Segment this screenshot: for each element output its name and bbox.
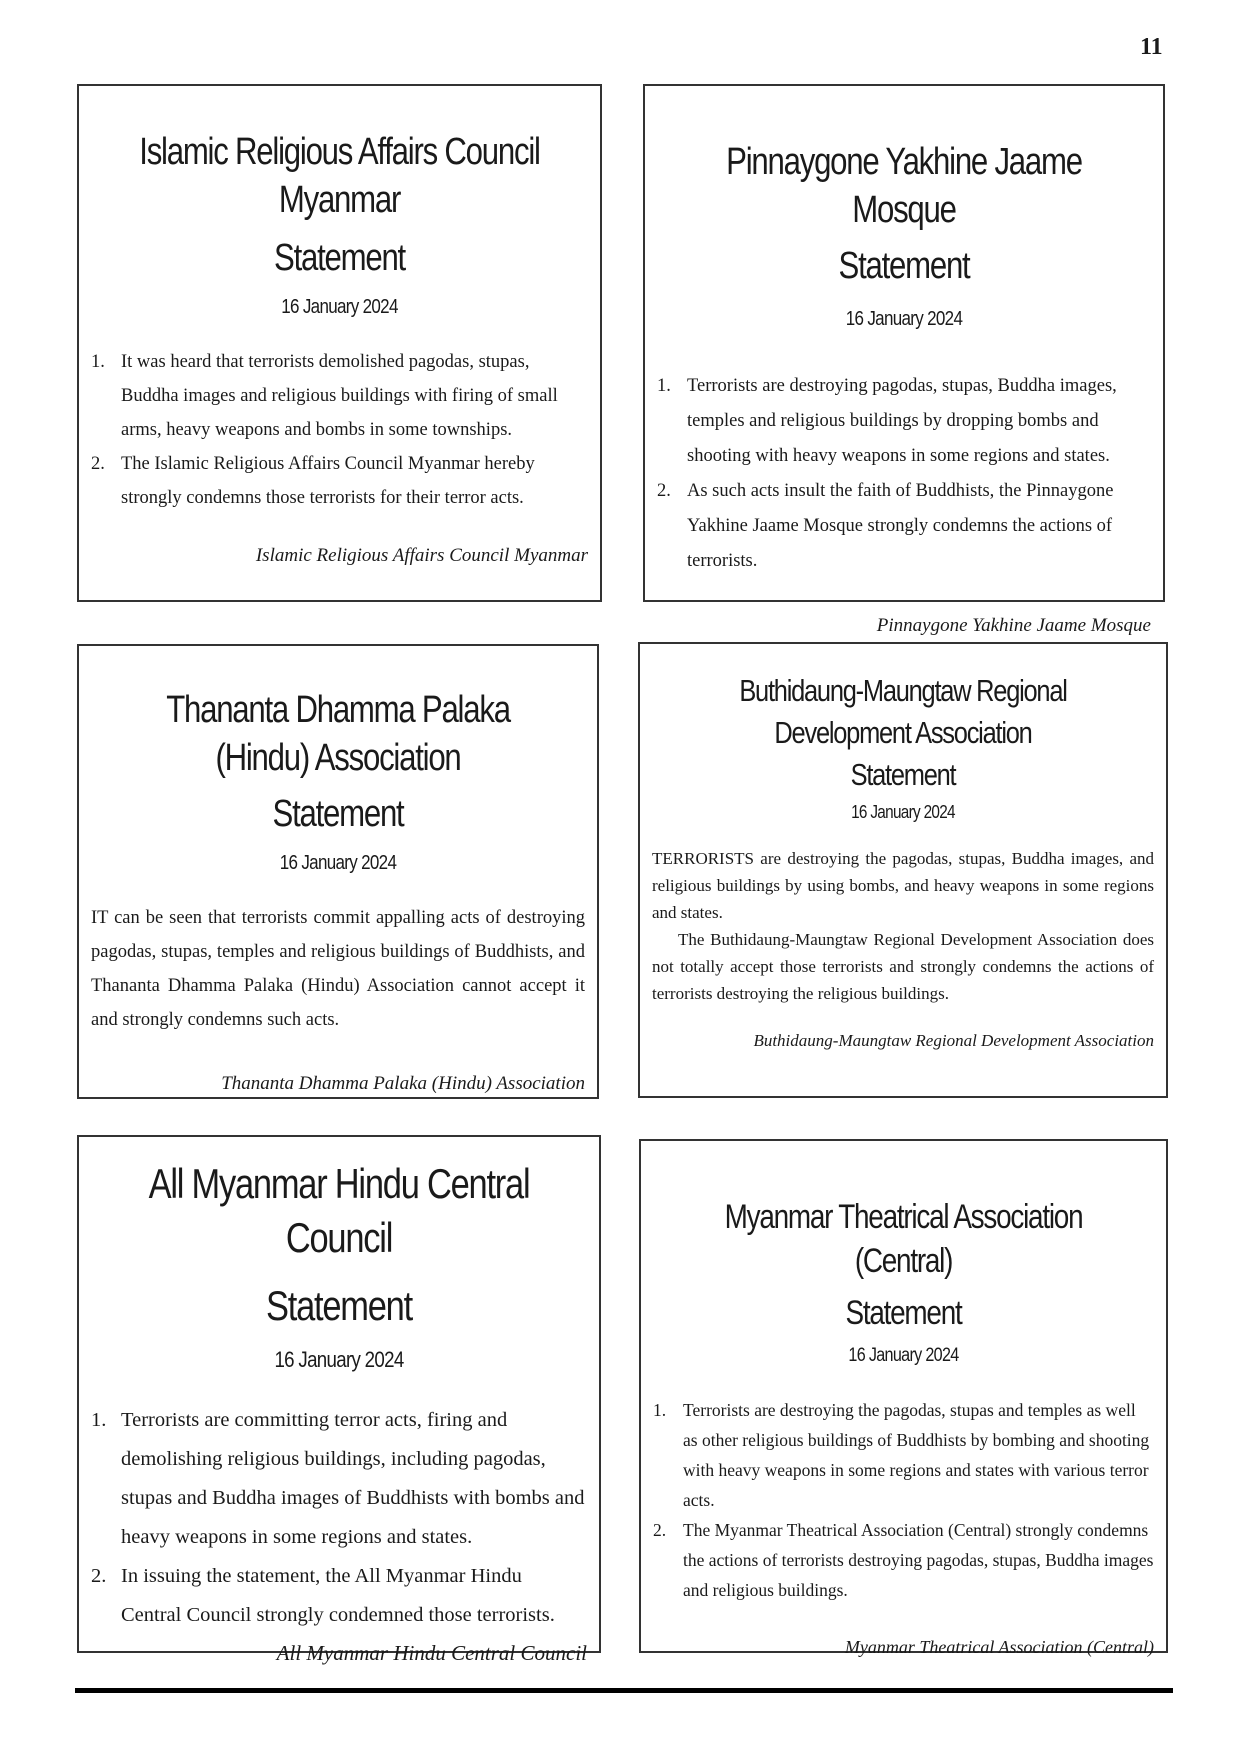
org-title: Myanmar Theatrical Association (Central) bbox=[724, 1198, 1083, 1280]
page-number: 11 bbox=[1140, 34, 1163, 60]
statement-list bbox=[91, 1401, 587, 1635]
signature: Pinnaygone Yakhine Jaame Mosque bbox=[876, 615, 1151, 636]
statement-heading: Statement bbox=[845, 1294, 962, 1332]
list-item: Terrorists are destroying the pagodas, stupas and temples as well as other religious buildings of Buddhists by bombing and shooting with heavy weapons in some regions and states with various terror acts. bbox=[683, 1400, 1150, 1510]
statement-heading: Statement bbox=[850, 757, 956, 792]
signature: All Myanmar Hindu Central Council bbox=[276, 1641, 587, 1665]
list-item: Terrorists are committing terror acts, firing and demolishing religious buildings, including pagodas, stupas and Buddha images of Buddhists with bombs and heavy weapons in some regions and states. bbox=[121, 1409, 585, 1548]
list-item: As such acts insult the faith of Buddhists, the Pinnaygone Yakhine Jaame Mosque strongly condemns the actions of terrorists. bbox=[687, 481, 1114, 571]
statement-date: 16 January 2024 bbox=[845, 308, 963, 330]
statement-list bbox=[91, 345, 588, 515]
statement-box-hindu-central-council bbox=[77, 1135, 601, 1665]
org-title-line2: Development Association bbox=[774, 715, 1032, 750]
statement-list bbox=[657, 369, 1151, 579]
signature: Myanmar Theatrical Association (Central) bbox=[844, 1637, 1154, 1657]
list-item: In issuing the statement, the All Myanmar Hindu Central Council strongly condemned those terrorists. bbox=[121, 1565, 555, 1626]
org-title-line1: Buthidaung-Maungtaw Regional bbox=[739, 673, 1067, 708]
signature: Buthidaung-Maungtaw Regional Development Association bbox=[753, 1031, 1154, 1050]
statement-date: 16 January 2024 bbox=[279, 852, 397, 874]
statement-date: 16 January 2024 bbox=[274, 1347, 404, 1372]
statement-box-thananta-association bbox=[77, 644, 599, 1099]
list-item: The Islamic Religious Affairs Council Myanmar hereby strongly condemns those terrorists for their terror acts. bbox=[121, 454, 535, 508]
statement-paragraph-1 bbox=[652, 845, 1154, 926]
statement-heading: Statement bbox=[272, 793, 404, 835]
paragraph-text: are destroying the pagodas, stupas, Buddha images, and religious buildings by using bombs, and heavy weapons in some regions and states. bbox=[652, 849, 1154, 922]
statement-box-pinnaygone-mosque bbox=[643, 84, 1165, 636]
org-title: Islamic Religious Affairs Council Myanmar bbox=[139, 131, 540, 221]
list-item: It was heard that terrorists demolished pagodas, stupas, Buddha images and religious buildings with firing of small arms, heavy weapons and bombs in some townships. bbox=[121, 352, 558, 440]
statement-list bbox=[653, 1395, 1154, 1605]
statement-heading: Statement bbox=[838, 245, 970, 287]
statement-heading: Statement bbox=[266, 1282, 412, 1329]
statement-date: 16 January 2024 bbox=[281, 296, 398, 318]
list-item: The Myanmar Theatrical Association (Central) strongly condemns the actions of terrorists destroying pagodas, stupas, Buddha images and religious buildings. bbox=[683, 1520, 1154, 1600]
statement-box-theatrical-association bbox=[639, 1139, 1168, 1657]
statement-date: 16 January 2024 bbox=[851, 802, 955, 822]
org-title: All Myanmar Hindu Central Council bbox=[148, 1160, 530, 1261]
statement-paragraph-2: The Buthidaung-Maungtaw Regional Development Association does not totally accept those terrorists and strongly condemns the actions of terrorists destroying the religious buildings. bbox=[652, 930, 1154, 1003]
statement-paragraph: IT can be seen that terrorists commit appalling acts of destroying pagodas, stupas, temples and religious buildings of Buddhists, and Thananta Dhamma Palaka (Hindu) Association cannot accept it and strongly condemns such acts. bbox=[91, 908, 585, 1030]
lead-word: TERRORISTS bbox=[652, 849, 755, 868]
statement-box-islamic-council bbox=[77, 84, 602, 602]
statement-box-buthidaung-maungtaw bbox=[638, 642, 1168, 1098]
bottom-rule bbox=[75, 1688, 1173, 1693]
statement-heading: Statement bbox=[274, 237, 405, 279]
signature: Thananta Dhamma Palaka (Hindu) Association bbox=[221, 1073, 585, 1094]
signature: Islamic Religious Affairs Council Myanmar bbox=[255, 545, 588, 566]
org-title: Pinnaygone Yakhine Jaame Mosque bbox=[726, 141, 1082, 231]
list-item: Terrorists are destroying pagodas, stupas, Buddha images, temples and religious buildings by dropping bombs and shooting with heavy weapons in some regions and states. bbox=[687, 376, 1117, 466]
org-title: Thananta Dhamma Palaka (Hindu) Association bbox=[166, 689, 510, 779]
statement-date: 16 January 2024 bbox=[848, 1345, 959, 1366]
